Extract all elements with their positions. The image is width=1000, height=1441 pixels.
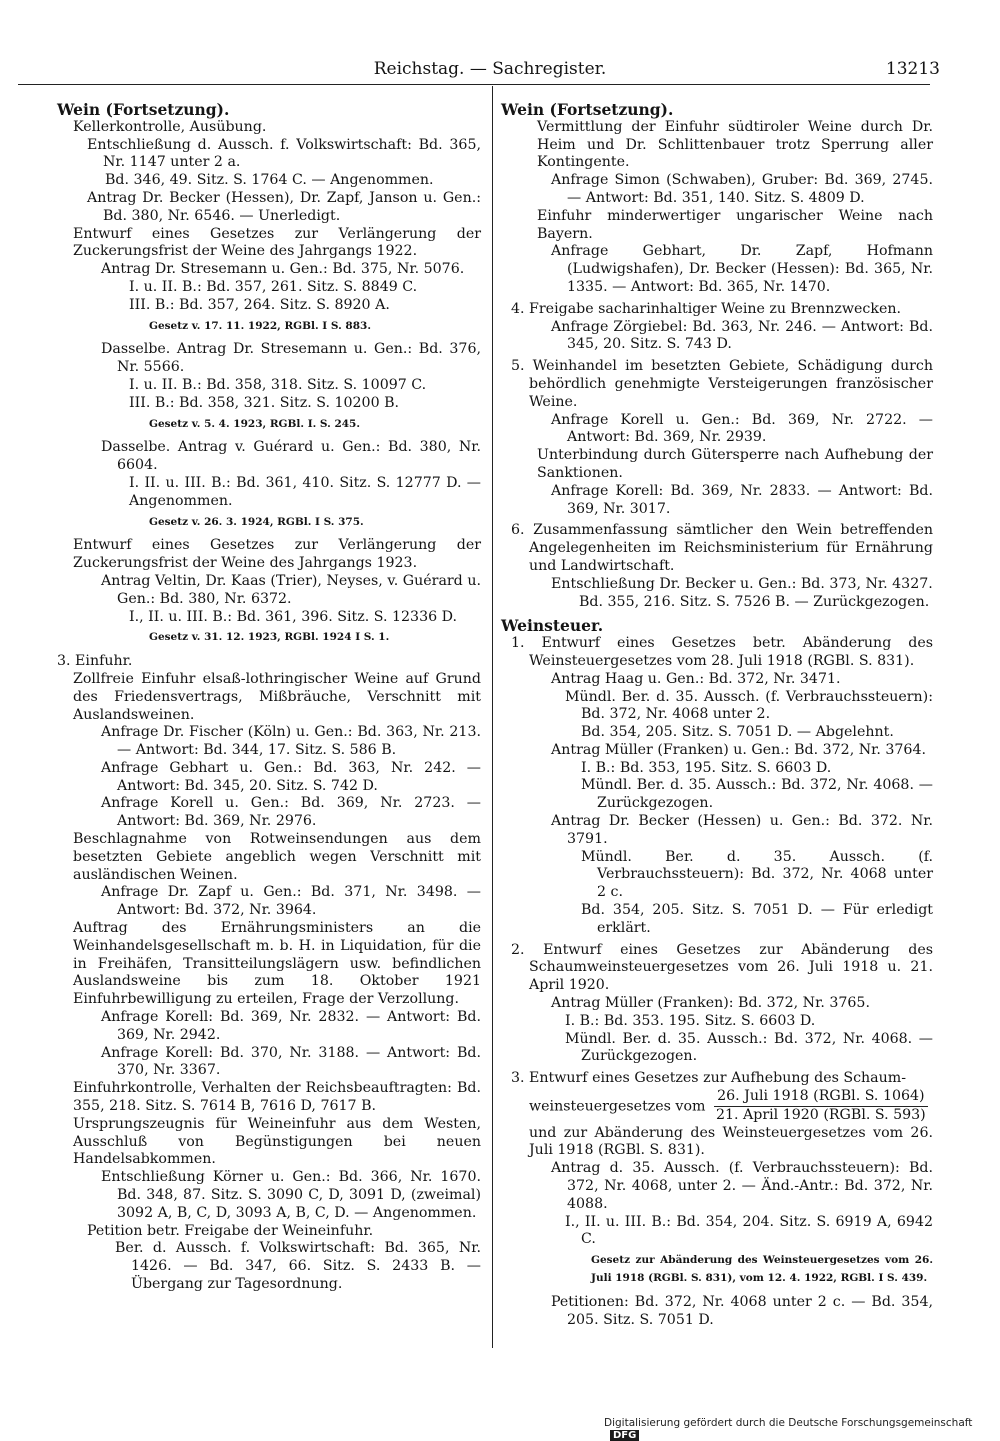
entry: Bd. 354, 205. Sitz. S. 7051 D. — Abgelehnt. <box>581 724 894 741</box>
entry: Anfrage Korell: Bd. 369, Nr. 2832. — Antwort: Bd. 369, Nr. 2942. <box>101 1009 481 1043</box>
entry: Einfuhrkontrolle, Verhalten der Reichsbeauftragten: Bd. 355, 218. Sitz. S. 7614 B, 7616 D, 7617 B. <box>73 1080 481 1115</box>
numbered-item: 6. Zusammenfassung sämtlicher den Wein betreffenden Angelegenheiten im Reichsministerium für Ernährung und Landwirtschaft. <box>511 522 933 574</box>
entry: und zur Abänderung des Weinsteuergesetzes vom 26. Juli 1918 (RGBl. S. 831). <box>529 1124 933 1159</box>
page-title: Reichstag. — Sachregister. <box>373 59 607 79</box>
right-column <box>501 99 933 1329</box>
fraction-top: 26. Juli 1918 (RGBl. S. 1064) <box>714 1088 928 1107</box>
entry: I. II. u. III. B.: Bd. 361, 410. Sitz. S. 12777 D. — Angenommen. <box>129 474 481 509</box>
entry: Mündl. Ber. d. 35. Aussch.: Bd. 372, Nr. 4068. — Zurückgezogen. <box>565 1030 933 1065</box>
entry: Anfrage Korell: Bd. 369, Nr. 2833. — Antwort: Bd. 369, Nr. 3017. <box>551 482 933 517</box>
entry: Antrag Dr. Becker (Hessen) u. Gen.: Bd. 372. Nr. 3791. <box>551 813 933 847</box>
subsection-heading: 3. Einfuhr. <box>57 653 133 670</box>
entry: Antrag Dr. Becker (Hessen), Dr. Zapf, Janson u. Gen.: Bd. 380, Nr. 6546. — Unerledigt. <box>87 189 481 224</box>
entry: Entschließung Dr. Becker u. Gen.: Bd. 373, Nr. 4327. <box>551 575 933 592</box>
entry: Petitionen: Bd. 372, Nr. 4068 unter 2 c. — Bd. 354, 205. Sitz. S. 7051 D. <box>551 1293 933 1328</box>
entry: Bd. 355, 216. Sitz. S. 7526 B. — Zurückgezogen. <box>579 593 930 610</box>
entry: Anfrage Dr. Fischer (Köln) u. Gen.: Bd. 363, Nr. 213. — Antwort: Bd. 344, 17. Sitz. S. 586 B. <box>101 724 481 759</box>
entry: I. B.: Bd. 353, 195. Sitz. S. 6603 D. <box>581 759 832 776</box>
entry: Anfrage Simon (Schwaben), Gruber: Bd. 369, 2745. — Antwort: Bd. 351, 140. Sitz. S. 4809 D. <box>551 172 933 206</box>
entry: Dasselbe. Antrag Dr. Stresemann u. Gen.: Bd. 376, Nr. 5566. <box>101 341 481 376</box>
entry: Zollfreie Einfuhr elsaß-lothringischer Weine auf Grund des Friedensvertrags, Mißbräuche, Verschnitt mit Auslandsweinen. <box>73 670 481 723</box>
law-reference: Gesetz v. 26. 3. 1924, RGBl. I S. 375. <box>149 515 364 528</box>
entry: Ursprungszeugnis für Weineinfuhr aus dem Westen, Ausschluß von Begünstigungen bei neuen Handelsabkommen. <box>73 1115 481 1168</box>
entry: Anfrage Gebhart u. Gen.: Bd. 363, Nr. 242. — Antwort: Bd. 345, 20. Sitz. S. 742 D. <box>101 759 481 794</box>
dfg-logo: DFG <box>610 1430 639 1441</box>
entry: Antrag Veltin, Dr. Kaas (Trier), Neyses, v. Guérard u. Gen.: Bd. 380, Nr. 6372. <box>101 572 481 607</box>
section-heading: Wein (Fortsetzung). <box>57 100 230 119</box>
entry: Anfrage Gebhart, Dr. Zapf, Hofmann (Ludwigshafen), Dr. Becker (Hessen): Bd. 365, Nr. 1335. — Antwort: Bd. 365, Nr. 1470. <box>551 243 933 295</box>
left-column <box>57 99 481 1294</box>
entry: I., II. u. III. B.: Bd. 361, 396. Sitz. S. 12336 D. <box>129 608 458 625</box>
entry: I., II. u. III. B.: Bd. 354, 204. Sitz. S. 6919 A, 6942 C. <box>565 1213 933 1248</box>
column-divider <box>492 86 493 1348</box>
fraction-label: weinsteuergesetzes vom <box>529 1098 706 1115</box>
entry: Antrag d. 35. Aussch. (f. Verbrauchssteuern): Bd. 372, Nr. 4068, unter 2. — Änd.-Antr.: Bd. 372, Nr. 4088. <box>551 1160 933 1212</box>
law-reference: Gesetz v. 31. 12. 1923, RGBl. 1924 I S. 1. <box>149 631 390 644</box>
numbered-item: 1. Entwurf eines Gesetzes betr. Abänderung des Weinsteuergesetzes vom 28. Juli 1918 (RGBl. S. 831). <box>511 635 933 669</box>
entry: Beschlagnahme von Rotweinsendungen aus dem besetzten Gebiete angeblich wegen Verschnitt mit ausländischen Weinen. <box>73 831 481 883</box>
entry: Entschließung d. Aussch. f. Volkswirtschaft: Bd. 365, Nr. 1147 unter 2 a. <box>87 136 481 171</box>
entry: Auftrag des Ernährungsministers an die Weinhandelsgesellschaft m. b. H. in Liquidation, für die in Freihäfen, Transitteilungslägern usw. befindlichen Auslandsweine bis zum 18. Oktober 1921 Einfuhrbewilligung zu erteilen, Frage der Verzollung. <box>73 920 481 1008</box>
entry: Vermittlung der Einfuhr südtiroler Weine durch Dr. Heim und Dr. Schlittenbauer trotz Sperrung aller Kontingente. <box>537 118 933 171</box>
numbered-item: 2. Entwurf eines Gesetzes zur Abänderung des Schaumweinsteuergesetzes vom 26. Juli 1918 u. 21. April 1920. <box>511 941 933 994</box>
page-header <box>40 57 940 83</box>
entry: Entwurf eines Gesetzes zur Verlängerung der Zuckerungsfrist der Weine des Jahrgangs 1923. <box>73 537 481 572</box>
entry: I. u. II. B.: Bd. 358, 318. Sitz. S. 10097 C. <box>129 376 427 393</box>
page-number: 13213 <box>885 59 940 79</box>
law-reference: Gesetz v. 5. 4. 1923, RGBl. I. S. 245. <box>149 417 361 430</box>
entry: Entschließung Körner u. Gen.: Bd. 366, Nr. 1670. Bd. 348, 87. Sitz. S. 3090 C, D, 3091 D, (zweimal) 3092 A, B, C, D, 3093 A, B, C, D. — Angenommen. <box>101 1169 481 1221</box>
entry: Mündl. Ber. d. 35. Aussch. (f. Verbrauchssteuern): Bd. 372, Nr. 4068 unter 2. <box>565 688 933 723</box>
date-fraction <box>714 1088 928 1125</box>
entry: I. B.: Bd. 353. 195. Sitz. S. 6603 D. <box>565 1012 816 1029</box>
entry: Mündl. Ber. d. 35. Aussch. (f. Verbrauchssteuern): Bd. 372, Nr. 4068 unter 2 c. <box>581 848 933 901</box>
numbered-item: 3. Entwurf eines Gesetzes zur Aufhebung des Schaum- <box>511 1070 907 1087</box>
entry-with-fraction <box>529 1088 933 1125</box>
numbered-item: 5. Weinhandel im besetzten Gebiete, Schädigung durch behördlich genehmigte Versteigerungen französischer Weine. <box>511 358 933 410</box>
entry: Antrag Müller (Franken): Bd. 372, Nr. 3765. <box>551 995 870 1012</box>
entry: I. u. II. B.: Bd. 357, 261. Sitz. S. 8849 C. <box>129 278 418 295</box>
section-heading: Wein (Fortsetzung). <box>501 100 674 119</box>
entry: Anfrage Zörgiebel: Bd. 363, Nr. 246. — Antwort: Bd. 345, 20. Sitz. S. 743 D. <box>551 318 933 353</box>
entry: Anfrage Dr. Zapf u. Gen.: Bd. 371, Nr. 3498. — Antwort: Bd. 372, Nr. 3964. <box>101 884 481 919</box>
entry: Bd. 346, 49. Sitz. S. 1764 C. — Angenommen. <box>105 172 434 189</box>
entry: Petition betr. Freigabe der Weineinfuhr. <box>87 1222 374 1239</box>
law-reference: Gesetz zur Abänderung des Weinsteuergesetzes vom 26. Juli 1918 (RGBl. S. 831), vom 12. 4. 1922, RGBl. I S. 439. <box>591 1254 933 1284</box>
law-reference: Gesetz v. 17. 11. 1922, RGBl. I S. 883. <box>149 319 371 332</box>
entry: Mündl. Ber. d. 35. Aussch.: Bd. 372, Nr. 4068. — Zurückgezogen. <box>581 777 933 812</box>
fraction-bottom: 21. April 1920 (RGBl. S. 593) <box>715 1106 926 1123</box>
numbered-item: 4. Freigabe sacharinhaltiger Weine zu Brennzwecken. <box>511 300 902 317</box>
credit-text: Digitalisierung gefördert durch die Deutsche Forschungsgemeinschaft <box>604 1417 973 1429</box>
entry: III. B.: Bd. 358, 321. Sitz. S. 10200 B. <box>129 394 400 411</box>
entry: Unterbindung durch Gütersperre nach Aufhebung der Sanktionen. <box>537 447 933 481</box>
entry: Anfrage Korell u. Gen.: Bd. 369, Nr. 2723. — Antwort: Bd. 369, Nr. 2976. <box>101 795 481 830</box>
entry: Antrag Müller (Franken) u. Gen.: Bd. 372, Nr. 3764. <box>551 741 926 758</box>
entry: Antrag Dr. Stresemann u. Gen.: Bd. 375, Nr. 5076. <box>101 261 465 278</box>
section-heading: Weinsteuer. <box>501 616 604 636</box>
entry: Anfrage Korell: Bd. 370, Nr. 3188. — Antwort: Bd. 370, Nr. 3367. <box>101 1044 481 1079</box>
header-divider <box>18 84 930 85</box>
entry: Bd. 354, 205. Sitz. S. 7051 D. — Für erledigt erklärt. <box>581 902 933 936</box>
entry: Ber. d. Aussch. f. Volkswirtschaft: Bd. 365, Nr. 1426. — Bd. 347, 66. Sitz. S. 2433 B. — Übergang zur Tagesordnung. <box>115 1240 481 1292</box>
entry: Einfuhr minderwertiger ungarischer Weine nach Bayern. <box>537 207 933 242</box>
digitization-credit <box>604 1417 1000 1441</box>
entry: III. B.: Bd. 357, 264. Sitz. S. 8920 A. <box>129 296 390 313</box>
entry: Anfrage Korell u. Gen.: Bd. 369, Nr. 2722. — Antwort: Bd. 369, Nr. 2939. <box>551 411 933 446</box>
entry: Antrag Haag u. Gen.: Bd. 372, Nr. 3471. <box>551 670 841 687</box>
entry: Kellerkontrolle, Ausübung. <box>73 118 267 135</box>
entry: Dasselbe. Antrag v. Guérard u. Gen.: Bd. 380, Nr. 6604. <box>101 439 481 474</box>
entry: Entwurf eines Gesetzes zur Verlängerung der Zuckerungsfrist der Weine des Jahrgangs 1922. <box>73 225 481 260</box>
